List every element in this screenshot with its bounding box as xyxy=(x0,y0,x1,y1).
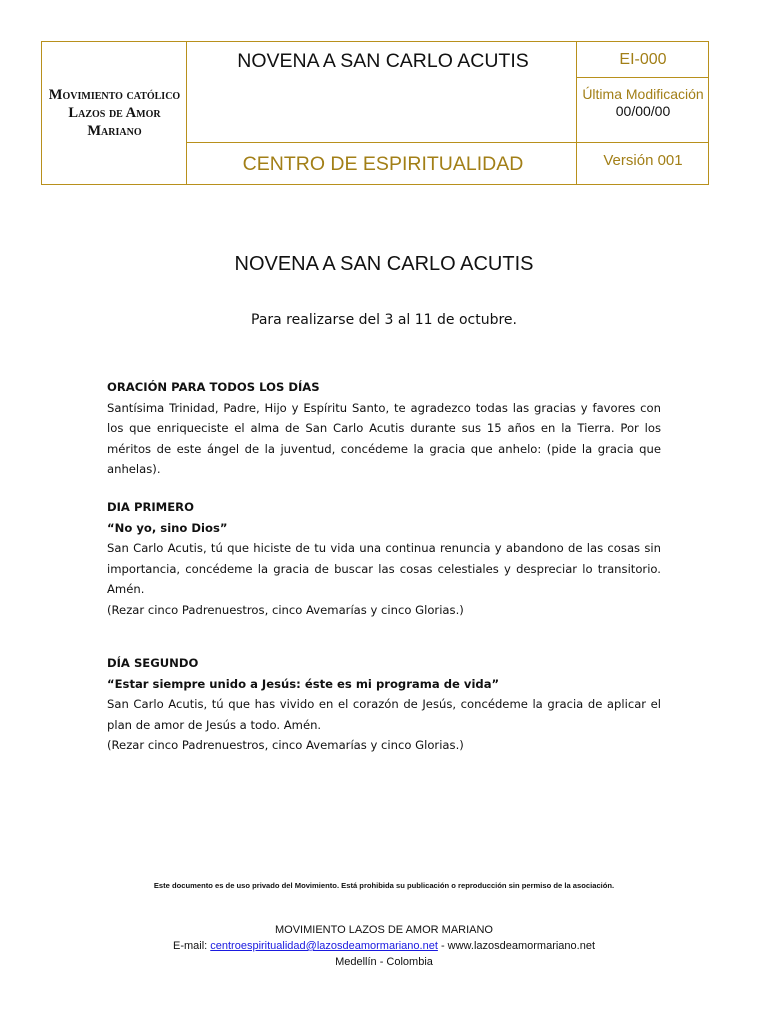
version-label: Versión 001 xyxy=(603,152,683,169)
header-title: NOVENA A SAN CARLO ACUTIS xyxy=(237,50,529,72)
day-two-section xyxy=(107,653,661,756)
section-heading: DÍA SEGUNDO xyxy=(107,656,199,670)
footer-org: MOVIMIENTO LAZOS DE AMOR MARIANO xyxy=(275,924,493,936)
section-body: Santísima Trinidad, Padre, Hijo y Espíritu Santo, te agradezco todas las gracias y favores con los que enriqueciste el alma de San Carlo Acutis durante sus 15 años en la Tierra. Por los méritos de este ángel de la juventud, concédeme la gracia que anhelo: (pide la gracia que anhelas). xyxy=(107,400,661,476)
section-body: San Carlo Acutis, tú que has vivido en el corazón de Jesús, concédeme la gracia de aplicar el plan de amor de Jesús a todo. Amén. xyxy=(107,697,661,732)
email-link[interactable]: centroespiritualidad@lazosdeamormariano.net xyxy=(210,940,438,952)
document-header-table xyxy=(41,41,709,185)
section-note: (Rezar cinco Padrenuestros, cinco Avemarías y cinco Glorias.) xyxy=(107,602,464,617)
center-name: CENTRO DE ESPIRITUALIDAD xyxy=(242,153,524,175)
modification-label: Última Modificación xyxy=(582,86,704,102)
modification-date: 00/00/00 xyxy=(615,103,671,119)
website-text: - www.lazosdeamormariano.net xyxy=(437,940,596,952)
document-subtitle: Para realizarse del 3 al 11 de octubre. xyxy=(251,312,517,328)
section-heading: ORACIÓN PARA TODOS LOS DÍAS xyxy=(107,380,320,394)
section-heading: DIA PRIMERO xyxy=(107,500,194,514)
document-code: EI-000 xyxy=(619,51,667,68)
footer xyxy=(0,922,768,970)
document-title: NOVENA A SAN CARLO ACUTIS xyxy=(234,253,534,275)
footer-city: Medellín - Colombia xyxy=(335,956,433,968)
email-label: E-mail: xyxy=(172,940,211,952)
section-quote: “No yo, sino Dios” xyxy=(107,520,228,535)
day-one-section xyxy=(107,497,661,620)
section-body: San Carlo Acutis, tú que hiciste de tu vida una continua renuncia y abandono de las cosas sin importancia, concédeme la gracia de buscar las cosas celestiales y despreciar lo transitorio. Amén. xyxy=(107,541,661,596)
footer-contact xyxy=(0,938,768,954)
last-modification xyxy=(578,79,708,143)
section-quote: “Estar siempre unido a Jesús: éste es mi programa de vida” xyxy=(107,676,500,691)
prayer-section xyxy=(107,377,661,480)
privacy-disclaimer: Este documento es de uso privado del Movimiento. Está prohibida su publicación o reproducción sin permiso de la asociación. xyxy=(153,881,615,890)
section-note: (Rezar cinco Padrenuestros, cinco Avemarías y cinco Glorias.) xyxy=(107,738,464,752)
org-name: Movimiento católico Lazos de Amor Mariano xyxy=(48,87,181,139)
